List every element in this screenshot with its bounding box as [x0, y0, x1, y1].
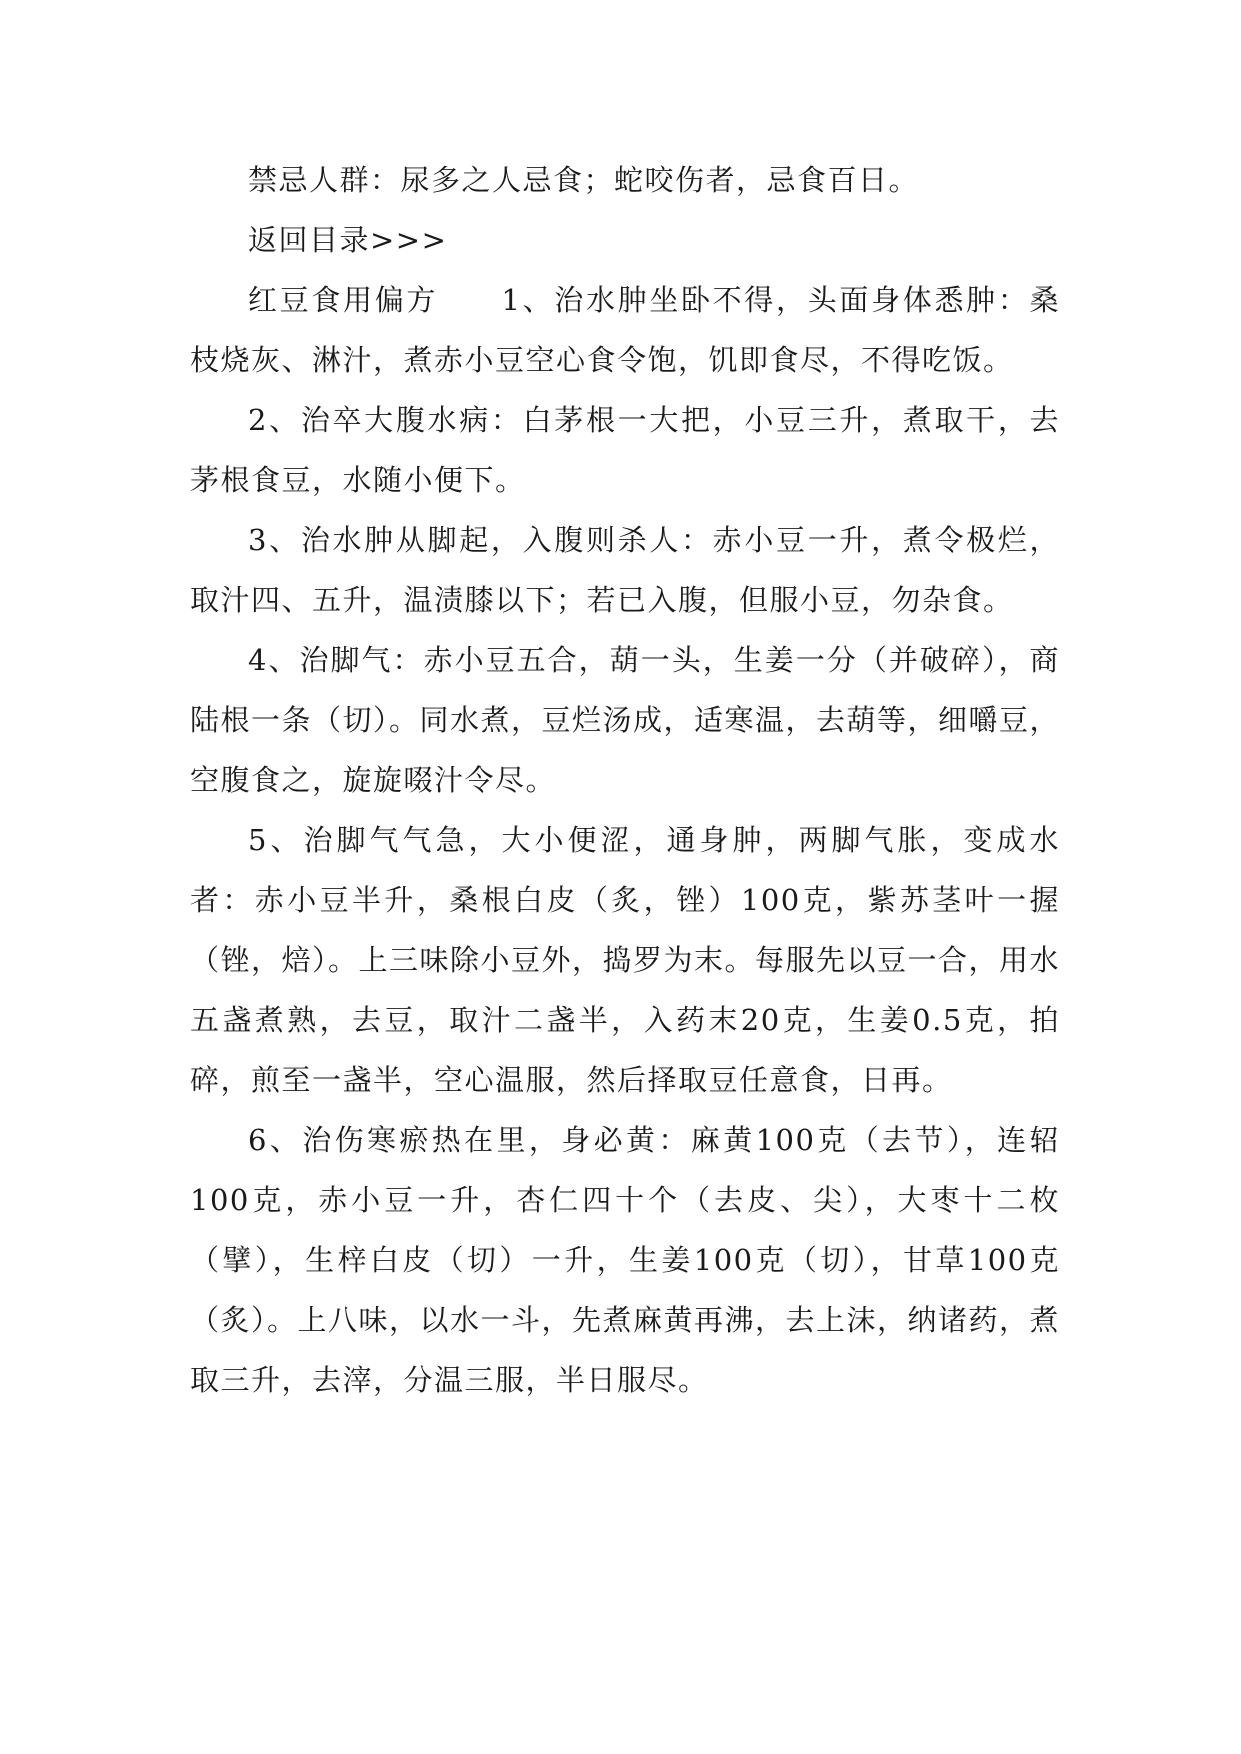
remedy-paragraph-4: 4、治脚气：赤小豆五合，葫一头，生姜一分（并破碎），商陆根一条（切）。同水煮，豆烂汤成，适寒温，去葫等，细嚼豆，空腹食之，旋旋啜汁令尽。 [190, 643, 1061, 797]
remedy-paragraph-3: 3、治水肿从脚起，入腹则杀人：赤小豆一升，煮令极烂，取汁四、五升，温渍膝以下；若已入腹，但服小豆，勿杂食。 [190, 523, 1060, 617]
back-to-contents-link[interactable]: 返回目录>>> [248, 223, 448, 257]
back-to-contents-paragraph [190, 210, 1060, 270]
document-body [190, 150, 1060, 1410]
remedy-paragraph-6: 6、治伤寒瘀热在里，身必黄：麻黄100克（去节），连轺100克，赤小豆一升，杏仁四十个（去皮、尖），大枣十二枚（擘），生梓白皮（切）一升，生姜100克（切），甘草100克（炙）。上八味，以水一斗，先煮麻黄再沸，去上沫，纳诸药，煮取三升，去滓，分温三服，半日服尽。 [190, 1123, 1061, 1397]
taboo-paragraph: 禁忌人群：尿多之人忌食；蛇咬伤者，忌食百日。 [248, 163, 920, 197]
remedy-paragraph-5: 5、治脚气气急，大小便涩，通身肿，两脚气胀，变成水者：赤小豆半升，桑根白皮（炙，锉）100克，紫苏茎叶一握（锉，焙）。上三味除小豆外，捣罗为末。每服先以豆一合，用水五盏煮熟，去豆，取汁二盏半，入药末20克，生姜0.5克，拍碎，煎至一盏半，空心温服，然后择取豆任意食，日再。 [190, 823, 1061, 1097]
remedy-paragraph-1: 红豆食用偏方 1、治水肿坐卧不得，头面身体悉肿：桑枝烧灰、淋汁，煮赤小豆空心食令饱，饥即食尽，不得吃饭。 [190, 283, 1060, 377]
remedy-paragraph-2: 2、治卒大腹水病：白茅根一大把，小豆三升，煮取干，去茅根食豆，水随小便下。 [190, 403, 1060, 497]
